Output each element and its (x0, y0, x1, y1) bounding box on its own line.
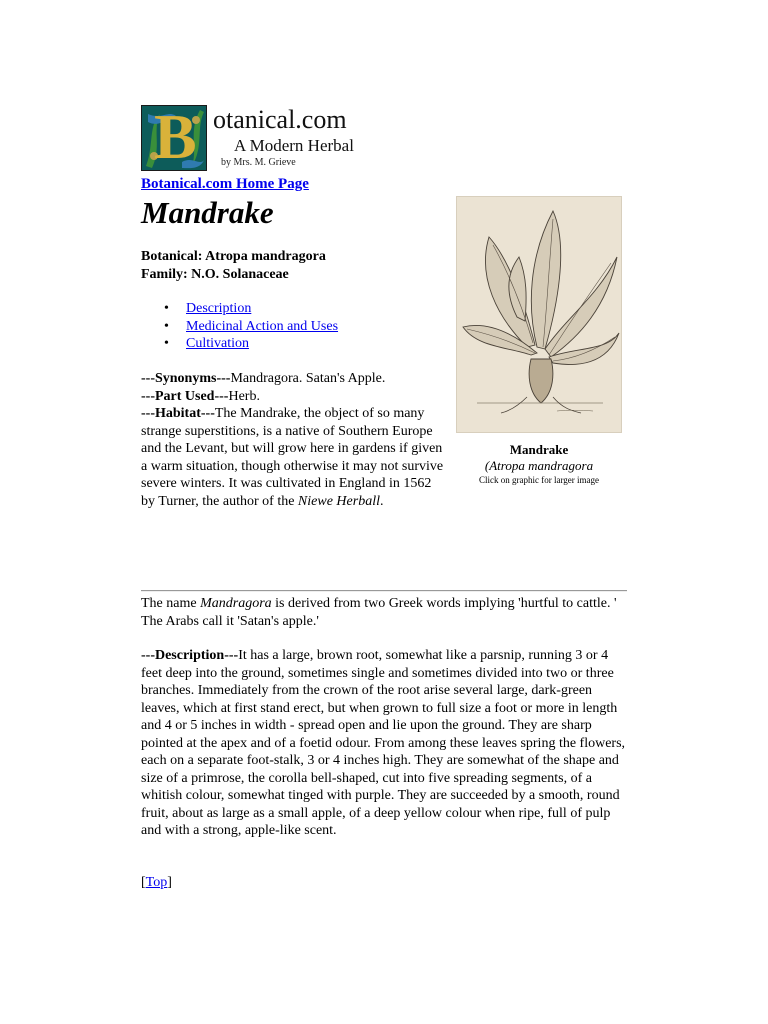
bullet-icon: • (164, 318, 169, 334)
description-paragraph (141, 647, 627, 840)
toc-link-medicinal-action[interactable]: Medicinal Action and Uses (186, 318, 339, 334)
logo-initial-tile (141, 105, 207, 171)
float-spacer (446, 405, 621, 493)
page-title: Mandrake (141, 195, 274, 230)
logo-initial: B (154, 105, 197, 171)
habitat-label: ---Habitat--- (141, 406, 215, 421)
name-origin-pre: The name (141, 596, 201, 611)
site-logo[interactable] (141, 105, 363, 171)
name-origin-post: is derived from two Greek words implying 'hurtful to cattle. ' The Arabs call it 'Satan's apple.' (141, 596, 617, 629)
description-text: It has a large, brown root, somewhat like a parsnip, running 3 or 4 feet deep into the ground, sometimes single and sometimes divided into two or three branches. Immediately from the crown of the root arise several large, dark-green leaves, which at first stand erect, but when grown to full size a foot or more in length and 4 or 5 inches in width - spread open and lie upon the ground. They are sharp pointed at the apex and of a foetid odour. From among these leaves spring the flowers, each on a separate foot-stalk, 3 or 4 inches high. They are somewhat of the shape and size of a primrose, the corolla bell-shaped, cut into five spreading segments, of a whitish colour, somewhat tinged with purple. They are succeeded by a smooth, round fruit, about as large as a small apple, of a deep yellow colour when ripe, full of pulp and with a strong, apple-like scent. (141, 648, 626, 838)
part-used-text: Herb. (228, 388, 260, 404)
top-link-close: ] (167, 875, 172, 890)
bullet-icon: • (164, 336, 169, 351)
table-of-contents (141, 300, 338, 353)
name-origin-word: Mandragora (200, 596, 272, 611)
synonyms-label: ---Synonyms--- (141, 371, 231, 386)
caption-click-hint: Click on graphic for larger image (478, 475, 600, 485)
habitat-end: . (379, 493, 384, 509)
top-link-wrap (141, 874, 172, 892)
description-label: ---Description--- (141, 648, 239, 663)
toc-item (141, 300, 338, 318)
section-divider (141, 590, 627, 592)
family-name: Family: N.O. Solanaceae (141, 267, 289, 282)
intro-wrap (141, 370, 451, 405)
caption-name: Mandrake (509, 442, 569, 457)
caption-latin: (Atropa mandragora (484, 458, 594, 473)
logo-byline: by Mrs. M. Grieve (221, 157, 296, 168)
part-used-label: ---Part Used--- (141, 388, 229, 404)
top-link-open: [ (141, 875, 146, 890)
toc-item (141, 318, 338, 336)
logo-subtitle: A Modern Herbal (234, 136, 354, 155)
bullet-icon: • (164, 301, 169, 316)
name-origin-paragraph (141, 595, 627, 630)
home-page-link[interactable]: Botanical.com Home Page (141, 176, 309, 192)
habitat-book-title: Niewe Herball (297, 493, 380, 509)
synonyms-text: Mandragora. Satan's Apple. (230, 371, 386, 386)
toc-link-cultivation[interactable]: Cultivation (186, 336, 249, 351)
habitat-text: The Mandrake, the object of so many strange superstitions, is a native of Southern Europe and the Levant, but will grow here in gardens if given a warm situation, though otherwise it may not survive severe winters. It was cultivated in England in 1562 by Turner, the author of the (141, 406, 444, 509)
habitat-paragraph (141, 405, 621, 510)
logo-wordmark: otanical.com (213, 105, 347, 134)
toc-link-description[interactable]: Description (186, 301, 252, 316)
botanical-name: Botanical: Atropa mandragora (141, 249, 326, 264)
description-section (141, 595, 627, 857)
intro-section (141, 370, 621, 510)
top-link[interactable]: Top (145, 875, 168, 890)
toc-item (141, 335, 338, 353)
